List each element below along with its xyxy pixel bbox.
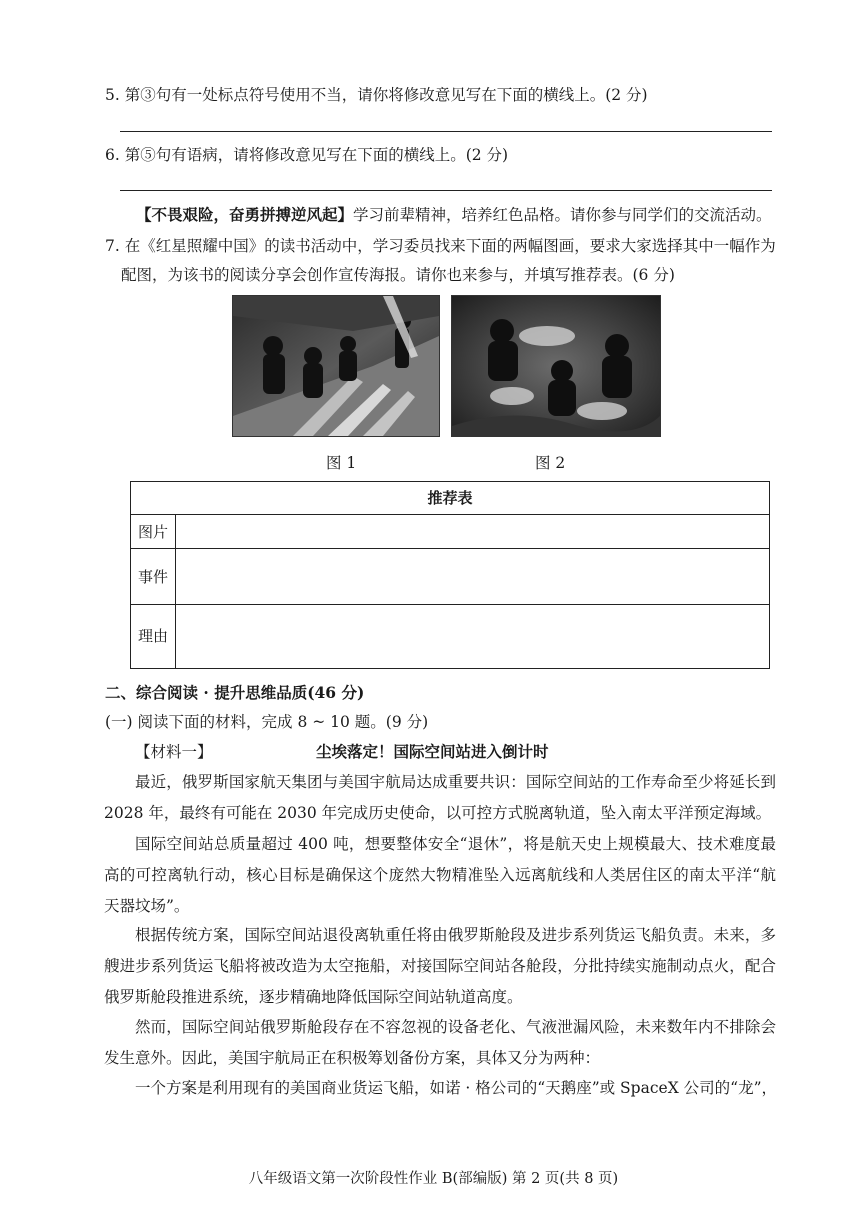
theme-text: 学习前辈精神，培养红色品格。请你参与同学们的交流活动。: [353, 206, 772, 224]
material-1-label: 【材料一】: [135, 743, 213, 761]
row-label-event: 事件: [131, 549, 176, 605]
figure-2-caption: 图 2: [535, 454, 566, 472]
section-2-heading: 二、综合阅读 · 提升思维品质(46 分): [105, 683, 365, 702]
recommendation-table: [130, 481, 770, 669]
figure-1-illustration: [233, 296, 439, 436]
paragraph-5: 一个方案是利用现有的美国商业货运飞船，如诺 · 格公司的“天鹅座”或 SpaceX 公司的“龙”，: [135, 1079, 778, 1097]
material-1-title: 尘埃落定！国际空间站进入倒计时: [316, 742, 549, 761]
question-7-line-1: 7. 在《红星照耀中国》的读书活动中，学习委员找来下面的两幅图画，要求大家选择其中一幅作为: [105, 237, 776, 255]
table-title: 推荐表: [427, 489, 473, 507]
paragraph-2: 国际空间站总质量超过 400 吨，想要整体安全“退休”，将是航天史上规模最大、技术难度最高的可控离轨行动，核心目标是确保这个庞然大物精准坠入远离航线和人类居住区的南太平洋“航天器坟场”。: [104, 835, 776, 915]
row-label-image: 图片: [131, 515, 176, 549]
answer-line-q6[interactable]: [120, 190, 772, 191]
answer-line-q5[interactable]: [120, 131, 772, 132]
figure-2-illustration: [452, 296, 660, 436]
figure-1-caption: 图 1: [326, 454, 357, 472]
table-row-event: [131, 548, 769, 605]
question-5: 5. 第③句有一处标点符号使用不当，请你将修改意见写在下面的横线上。(2 分): [105, 86, 648, 104]
theme-bracket: 【不畏艰险，奋勇拼搏逆风起】: [136, 205, 354, 224]
paragraph-3: 根据传统方案，国际空间站退役离轨重任将由俄罗斯舱段及进步系列货运飞船负责。未来，多艘进步系列货运飞船将被改造为太空拖船，对接国际空间站各舱段，分批持续实施制动点火，配合俄罗斯舱段推进系统，逐步精确地降低国际空间站轨道高度。: [104, 926, 776, 1006]
image-choice-cell[interactable]: [176, 515, 769, 549]
row-label-reason: 理由: [131, 605, 176, 668]
figure-1-image: [232, 295, 440, 437]
question-7-line-2: 配图，为该书的阅读分享会创作宣传海报。请你也来参与，并填写推荐表。(6 分): [121, 266, 675, 284]
figure-2-image: [451, 295, 661, 437]
paragraph-4: 然而，国际空间站俄罗斯舱段存在不容忽视的设备老化、气液泄漏风险，未来数年内不排除会发生意外。因此，美国宇航局正在积极筹划备份方案，具体又分为两种：: [104, 1018, 776, 1067]
event-cell[interactable]: [176, 549, 769, 605]
section-2-subheading: (一) 阅读下面的材料，完成 8 ~ 10 题。(9 分): [105, 713, 429, 731]
table-row-reason: [131, 604, 769, 668]
question-6: 6. 第⑤句有语病，请将修改意见写在下面的横线上。(2 分): [105, 146, 509, 164]
reason-cell[interactable]: [176, 605, 769, 668]
table-row-image: [131, 514, 769, 549]
page-footer: 八年级语文第一次阶段性作业 B(部编版) 第 2 页(共 8 页): [248, 1171, 619, 1187]
theme-prompt: [136, 204, 772, 226]
paragraph-1: 最近，俄罗斯国家航天集团与美国宇航局达成重要共识：国际空间站的工作寿命至少将延长到 2028 年，最终有可能在 2030 年完成历史使命，以可控方式脱离轨道，坠入南太平洋预定海域。: [104, 773, 776, 822]
